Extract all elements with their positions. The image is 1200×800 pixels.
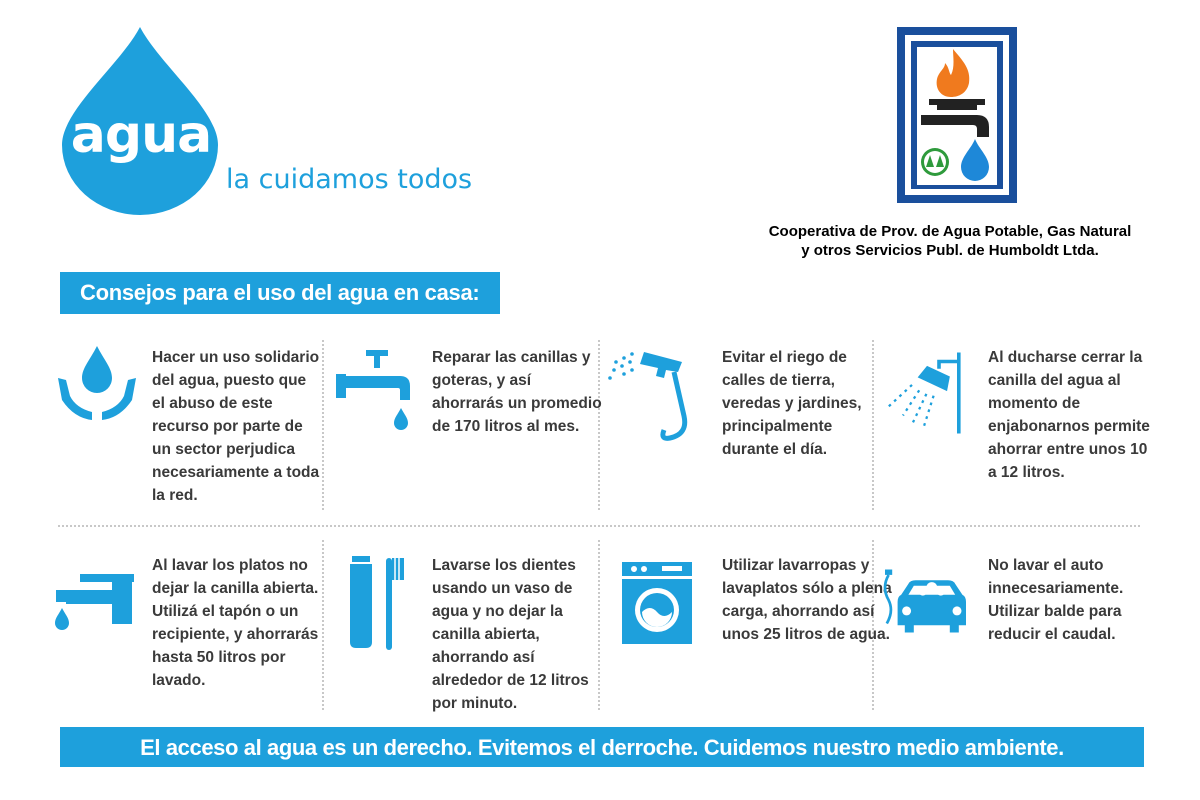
cooperative-name-line1: Cooperativa de Prov. de Agua Potable, Gas Natural <box>768 223 1132 240</box>
tip-text: Al lavar los platos no dejar la canilla abierta. Utilizá el tapón o un recipiente, y ahorrarás hasta 50 litros por lavado. <box>152 557 319 689</box>
tip-text: Utilizar lavarropas y lavaplatos sólo a plena carga, ahorrando así unos 25 litros de agua. <box>722 557 892 643</box>
washing-machine-icon <box>604 546 694 656</box>
footer-slogan: El acceso al agua es un derecho. Evitemos el derroche. Cuidemos nuestro medio ambiente. <box>140 735 1064 760</box>
section-title: Consejos para el uso del agua en casa: <box>80 280 480 305</box>
tip-text: No lavar el auto innecesariamente. Utilizar balde para reducir el caudal. <box>988 557 1124 643</box>
shower-head-icon <box>876 338 966 448</box>
tip-text: Al ducharse cerrar la canilla del agua al momento de enjabonarnos permite ahorrar entre unos 10 a 12 litros. <box>988 349 1150 481</box>
divider <box>322 340 324 510</box>
cooperative-name-line2: y otros Servicios Publ. de Humboldt Ltda. <box>801 242 1099 259</box>
hands-water-drop-icon <box>52 338 142 448</box>
garden-hose-icon <box>604 338 694 448</box>
dripping-faucet-icon <box>330 338 420 448</box>
tip-text: Lavarse los dientes usando un vaso de agua y no dejar la canilla abierta, ahorrando así alrededor de 12 litros por minuto. <box>432 557 589 712</box>
cooperative-logo-icon <box>897 27 1017 203</box>
divider <box>58 525 1140 527</box>
cooperative-name <box>740 222 1160 260</box>
sink-tap-icon <box>52 546 142 656</box>
tip-text: Hacer un uso solidario del agua, puesto que el abuso de este recurso por parte de un sector perjudica necesariamente a toda la red. <box>152 349 320 504</box>
tagline: la cuidamos todos <box>226 164 473 195</box>
footer-banner <box>60 727 1144 767</box>
brand-word: agua <box>70 105 212 165</box>
section-title-banner <box>60 272 500 314</box>
toothpaste-toothbrush-icon <box>330 546 420 656</box>
tip-text: Evitar el riego de calles de tierra, veredas y jardines, principalmente durante el día. <box>722 349 862 458</box>
car-wash-icon <box>876 546 966 656</box>
divider <box>322 540 324 710</box>
tip-text: Reparar las canillas y goteras, y así ahorrarás un promedio de 170 litros al mes. <box>432 349 602 435</box>
